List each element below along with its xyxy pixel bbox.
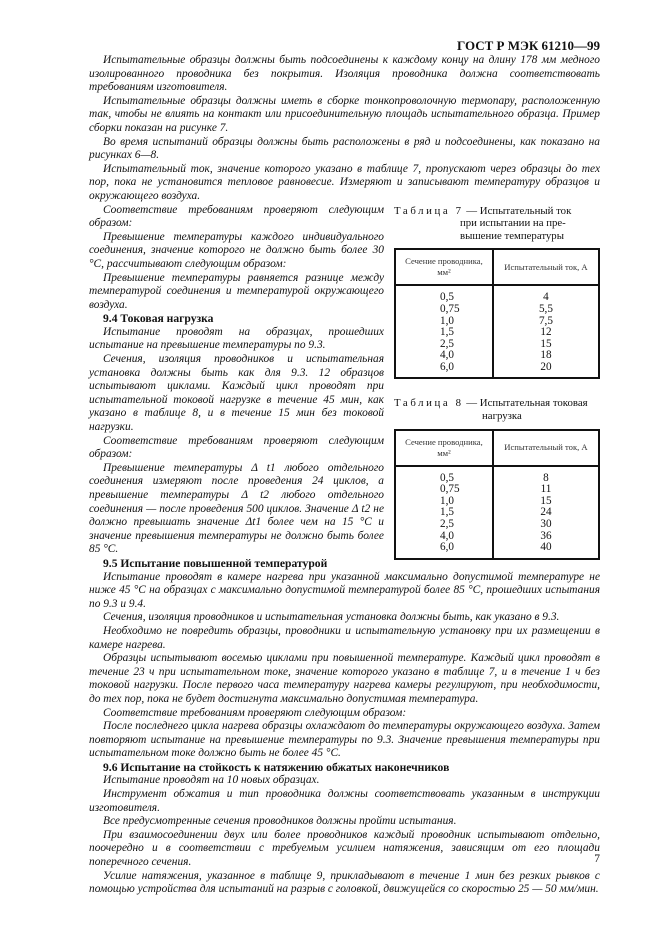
cross-section-cell: 0,5: [395, 285, 493, 304]
paragraph: Образцы испытывают восемью циклами при повышенной температуре. Каждый цикл проводят в течение 23 ч при испытательном токе, значение которого указано в таблице 7, и в течение 1 ч без токовой нагрузки. После первого часа температуру нагрева камеры регулируют, при необходимости, до тех пор, пока не будет достигнута максимально допустимая температура.: [89, 652, 600, 705]
table-row: [395, 327, 599, 339]
table-row: [395, 484, 599, 496]
table-row: [395, 542, 599, 559]
col-header: Испытательный ток, А: [493, 249, 599, 285]
table-row: [395, 507, 599, 519]
paragraph: Испытательные образцы должны иметь в сборке тонкопроволочную термопару, расположенную так, чтобы не влиять на контакт или присоединительную площадь испытательного образца. Пример сборки показан на рисунке 7.: [89, 94, 600, 134]
cross-section-cell: 4,0: [395, 531, 493, 543]
page-number: 7: [594, 853, 600, 865]
paragraph: Все предусмотренные сечения проводников должны пройти испытания.: [103, 815, 457, 828]
cross-section-cell: 6,0: [395, 542, 493, 559]
paragraph: Необходимо не повредить образцы, проводники и испытательную установку при их размещении в камере нагрева.: [89, 624, 600, 651]
current-cell: 15: [493, 496, 599, 508]
section-9-6-title: 9.6 Испытание на стойкость к натяжению обжатых наконечников: [103, 760, 450, 774]
table-row: [395, 362, 599, 379]
paragraph: Соответствие требованиям проверяют следующим образом:: [89, 434, 384, 461]
cross-section-cell: 2,5: [395, 339, 493, 351]
col-header: Испытательный ток, А: [493, 430, 599, 466]
table-row: [395, 316, 599, 328]
paragraph: Превышение температуры равняется разнице между температурой соединения и температурой окружающего воздуха.: [89, 271, 384, 311]
current-cell: 7,5: [493, 316, 599, 328]
cross-section-cell: 1,0: [395, 496, 493, 508]
document-header: ГОСТ Р МЭК 61210—99: [457, 38, 600, 53]
current-cell: 18: [493, 350, 599, 362]
cross-section-cell: 1,0: [395, 316, 493, 328]
table-row: [395, 531, 599, 543]
current-cell: 11: [493, 484, 599, 496]
cross-section-cell: 0,5: [395, 466, 493, 485]
cross-section-cell: 6,0: [395, 362, 493, 379]
current-cell: 12: [493, 327, 599, 339]
cross-section-cell: 4,0: [395, 350, 493, 362]
col-header: Сечение проводника, мм²: [395, 249, 493, 285]
current-cell: 4: [493, 285, 599, 304]
paragraph: Испытание проводят в камере нагрева при указанной максимально допустимой температуре не ниже 45 °С на образцах с максимально допустимой температурой более 85 °С, прошедших испытания по 9.3 и 9.4.: [89, 570, 600, 610]
paragraph: Соответствие требованиям проверяют следующим образом:: [103, 706, 407, 719]
current-cell: 5,5: [493, 304, 599, 316]
cross-section-cell: 2,5: [395, 519, 493, 531]
section-9-6: [89, 774, 600, 896]
page-body: [89, 54, 600, 897]
section-9-4-title: 9.4 Токовая нагрузка: [103, 312, 214, 326]
paragraph: Усилие натяжения, указанное в таблице 9, прикладывают в течение 1 мин без резких рывков с помощью устройства для испытаний на разрыв с головкой, движущейся со скоростью 25 — 50 мм/мин.: [89, 869, 600, 896]
current-cell: 8: [493, 466, 599, 485]
current-cell: 20: [493, 362, 599, 379]
paragraph: Испытание проводят на 10 новых образцах.: [103, 774, 320, 787]
paragraph: Испытание проводят на образцах, прошедших испытание на превышение температуры по 9.3.: [89, 325, 384, 352]
paragraph: Сечения, изоляция проводников и испытательная установка должны быть, как указано в 9.3.: [103, 611, 560, 624]
top-paragraphs: [89, 54, 600, 204]
section-9-5: [89, 571, 600, 761]
cross-section-cell: 1,5: [395, 327, 493, 339]
table-row: [395, 285, 599, 304]
current-cell: 36: [493, 531, 599, 543]
paragraph: Превышение температуры каждого индивидуального соединения, значение которого не должно быть более 30 °С, рассчитывают следующим образом:: [89, 230, 384, 270]
current-cell: 40: [493, 542, 599, 559]
table8: [394, 429, 600, 560]
table-row: [395, 304, 599, 316]
cross-section-cell: 0,75: [395, 484, 493, 496]
table7: [394, 248, 600, 379]
paragraph: Испытательный ток, значение которого указано в таблице 7, пропускают через образцы до тех пор, пока не установится тепловое равновесие. Измеряют и записывают температуру образцов и окружающего воздуха.: [89, 162, 600, 202]
paragraph: При взаимосоединении двух или более проводников каждый проводник испытывают отдельно, поочередно и в соответствии с требуемым усилием натяжения, зависящим от его площади поперечного сечения.: [89, 828, 600, 869]
table7-caption: Таблица 7 — Испытательный ток при испытании на пре- вышение температуры: [394, 204, 572, 242]
current-cell: 15: [493, 339, 599, 351]
paragraph: Превышение температуры Δ t1 любого отдельного соединения измеряют после проведения 24 циклов, а превышение температуры Δ t2 любого отдельного соединения — после проведения 500 циклов. Значение Δ t2 не должно превышать значение Δt1 более чем на 15 °С и значение превышения температуры не должно быть более 85 °С.: [89, 461, 384, 556]
cross-section-cell: 1,5: [395, 507, 493, 519]
paragraph: После последнего цикла нагрева образцы охлаждают до температуры окружающего воздуха. Затем повторяют испытание на превышение температуры по 9.3. Значение превышения температуры при испытательном токе должно быть не более 45 °С.: [89, 720, 600, 760]
section-9-5-title: 9.5 Испытание повышенной температурой: [103, 556, 328, 570]
current-cell: 24: [493, 507, 599, 519]
tables-column: [394, 204, 600, 554]
table-row: [395, 466, 599, 485]
col-header: Сечение проводника, мм²: [395, 430, 493, 466]
table-row: [395, 496, 599, 508]
paragraph: Во время испытаний образцы должны быть расположены в ряд и подсоединены, как показано на рисунках 6—8.: [89, 135, 600, 162]
cross-section-cell: 0,75: [395, 304, 493, 316]
paragraph: Испытательные образцы должны быть подсоединены к каждому концу на длину 178 мм медного изолированного проводника без покрытия. Изоляция проводника должна соответствовать требованиям изготовителя.: [89, 54, 600, 94]
current-cell: 30: [493, 519, 599, 531]
table8-caption: Таблица 8 — Испытательная токовая нагрузка: [394, 397, 588, 423]
paragraph: Соответствие требованиям проверяют следующим образом:: [89, 203, 384, 230]
table-row: [395, 350, 599, 362]
table-row: [395, 519, 599, 531]
table-row: [395, 339, 599, 351]
paragraph: Инструмент обжатия и тип проводника должны соответствовать указанным в инструкции изготовителя.: [89, 788, 600, 814]
paragraph: Сечения, изоляция проводников и испытательная установка должны быть как для 9.3. 12 образцов испытывают циклами. Каждый цикл проводят при испытательной токовой нагрузке в течение 45 мин, как указано в таблице 8, и в течение 15 мин без токовой нагрузки.: [89, 353, 384, 434]
